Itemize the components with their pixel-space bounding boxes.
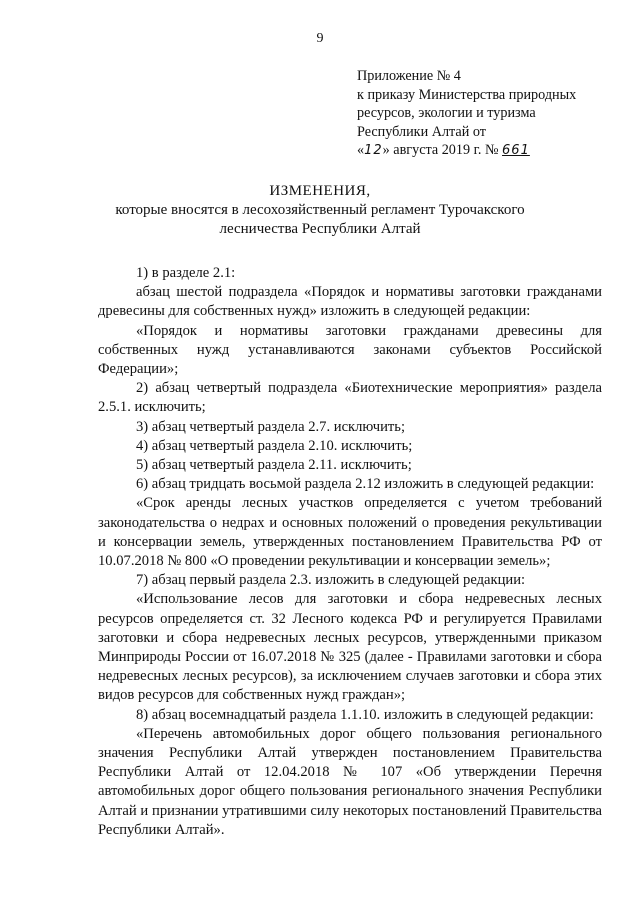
paragraph: 6) абзац тридцать восьмой раздела 2.12 изложить в следующей редакции:: [136, 476, 595, 493]
handwritten-day: 12: [364, 143, 383, 158]
paragraph: 1) в разделе 2.1:: [136, 265, 236, 281]
date-open-quote: «: [357, 142, 365, 158]
heading-subtitle: которые вносятся в лесохозяйственный регламент Турочакского: [115, 202, 525, 218]
document-body: [98, 264, 602, 840]
document-heading: [0, 182, 640, 239]
page-number: 9: [316, 31, 324, 46]
paragraph: «Перечень автомобильных дорог общего пользования регионального значения Республики Алтай утвержден постановлением Правительства Республики Алтай от 12.04.2018 № 107 «Об утверждении Перечня автомобильных дорог общего пользования регионального значения Республики Алтай и признании утратившими силу некоторых постановлений Правительства Республики Алтай».: [98, 725, 602, 838]
heading-subtitle: лесничества Республики Алтай: [219, 221, 421, 237]
heading-title: ИЗМЕНЕНИЯ,: [269, 183, 371, 199]
date-rest: » августа 2019 г. №: [382, 142, 503, 158]
annex-block: [357, 67, 576, 161]
paragraph: «Порядок и нормативы заготовки гражданами древесины для собственных нужд устанавливаются законами субъектов Российской Федерации»;: [98, 322, 602, 378]
paragraph: 4) абзац четвертый раздела 2.10. исключить;: [136, 437, 413, 454]
paragraph: «Использование лесов для заготовки и сбора недревесных лесных ресурсов определяется ст. 32 Лесного кодекса РФ и регулируется Правилами заготовки и сбора недревесных лесных ресурсов, утвержденными приказом Минприроды России от 16.07.2018 № 325 (далее - Правилами заготовки и сбора недревесных лесных ресурсов), за исключением случаев заготовки и сбора этих видов ресурсов для собственных нужд граждан»;: [98, 591, 602, 704]
paragraph: 3) абзац четвертый раздела 2.7. исключить;: [136, 418, 406, 435]
paragraph: абзац шестой подраздела «Порядок и нормативы заготовки гражданами древесины для собственных нужд» изложить в следующей редакции:: [98, 284, 602, 320]
annex-line: Республики Алтай от: [357, 123, 486, 140]
annex-line: ресурсов, экологии и туризма: [357, 105, 536, 121]
annex-date-line: [357, 141, 576, 161]
paragraph: 7) абзац первый раздела 2.3. изложить в следующей редакции:: [136, 572, 526, 589]
paragraph: «Срок аренды лесных участков определяется с учетом требований законодательства о недрах и основных положений о проведения рекультивации и консервации земель, утвержденных постановлением Правительства РФ от 10.07.2018 № 800 «О проведении рекультивации и консервации земель»;: [98, 495, 602, 570]
annex-title: Приложение № 4: [357, 68, 461, 84]
paragraph: 5) абзац четвертый раздела 2.11. исключить;: [136, 457, 412, 474]
handwritten-order-number: 661: [502, 143, 530, 158]
annex-line: к приказу Министерства природных: [357, 86, 577, 103]
paragraph: 8) абзац восемнадцатый раздела 1.1.10. изложить в следующей редакции:: [136, 706, 594, 723]
paragraph: 2) абзац четвертый подраздела «Биотехнические мероприятия» раздела 2.5.1. исключить;: [98, 380, 602, 416]
